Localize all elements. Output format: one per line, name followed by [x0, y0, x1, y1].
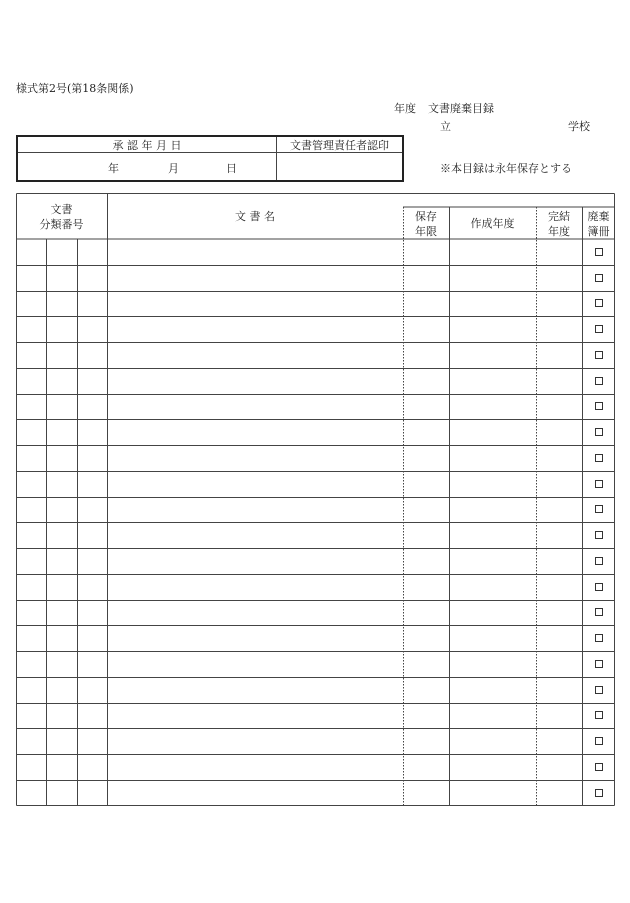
disposal-checkbox[interactable] — [595, 531, 603, 539]
disposal-checkbox[interactable] — [595, 789, 603, 797]
disposal-checkbox[interactable] — [595, 274, 603, 282]
document-title: 文書廃棄目録 — [428, 102, 494, 115]
header-retention-line1: 保存 — [415, 210, 437, 223]
disposal-checkbox[interactable] — [595, 351, 603, 359]
header-document-name: 文 書 名 — [235, 210, 275, 223]
manager-seal-label: 文書管理責任者認印 — [290, 139, 389, 152]
disposal-checkbox[interactable] — [595, 711, 603, 719]
disposal-checkbox[interactable] — [595, 634, 603, 642]
disposal-checkbox[interactable] — [595, 377, 603, 385]
table-grid — [16, 193, 615, 806]
disposal-list-table — [16, 193, 615, 806]
header-classification-line1: 文書 — [50, 203, 73, 216]
disposal-checkbox[interactable] — [595, 608, 603, 616]
header-creation-year: 作成年度 — [470, 217, 515, 230]
disposal-checkbox[interactable] — [595, 248, 603, 256]
header-completion-line1: 完結 — [548, 210, 570, 223]
header-classification — [16, 202, 107, 232]
header-retention-period — [403, 209, 449, 239]
disposal-checkbox[interactable] — [595, 686, 603, 694]
school-prefix: 立 — [440, 120, 451, 133]
form-number: 様式第2号(第18条関係) — [16, 82, 134, 95]
disposal-checkbox[interactable] — [595, 454, 603, 462]
header-classification-line2: 分類番号 — [39, 218, 84, 231]
approval-box — [16, 135, 404, 182]
disposal-checkbox[interactable] — [595, 583, 603, 591]
disposal-checkbox[interactable] — [595, 763, 603, 771]
disposal-checkbox[interactable] — [595, 402, 603, 410]
fiscal-year-label: 年度 — [394, 102, 416, 115]
disposal-checkbox[interactable] — [595, 557, 603, 565]
header-disposal-line1: 廃棄 — [587, 210, 610, 223]
approval-date-day: 日 — [226, 162, 237, 175]
disposal-checkbox[interactable] — [595, 660, 603, 668]
disposal-checkbox[interactable] — [595, 480, 603, 488]
header-completion-year — [536, 209, 582, 239]
disposal-checkbox[interactable] — [595, 737, 603, 745]
disposal-checkbox[interactable] — [595, 325, 603, 333]
approval-date-year: 年 — [108, 162, 119, 175]
header-completion-line2: 年度 — [548, 225, 570, 238]
school-suffix: 学校 — [568, 120, 590, 133]
header-retention-line2: 年限 — [415, 225, 437, 238]
header-disposal-line2: 簿冊 — [587, 225, 610, 238]
header-disposal-register — [582, 209, 615, 239]
approval-date-month: 月 — [168, 162, 179, 175]
disposal-checkbox[interactable] — [595, 428, 603, 436]
disposal-checkbox[interactable] — [595, 505, 603, 513]
manager-seal-area — [277, 153, 402, 180]
disposal-checkbox[interactable] — [595, 299, 603, 307]
approval-date-label: 承 認 年 月 日 — [112, 139, 182, 152]
permanent-retention-note: ※本目録は永年保存とする — [440, 162, 572, 175]
